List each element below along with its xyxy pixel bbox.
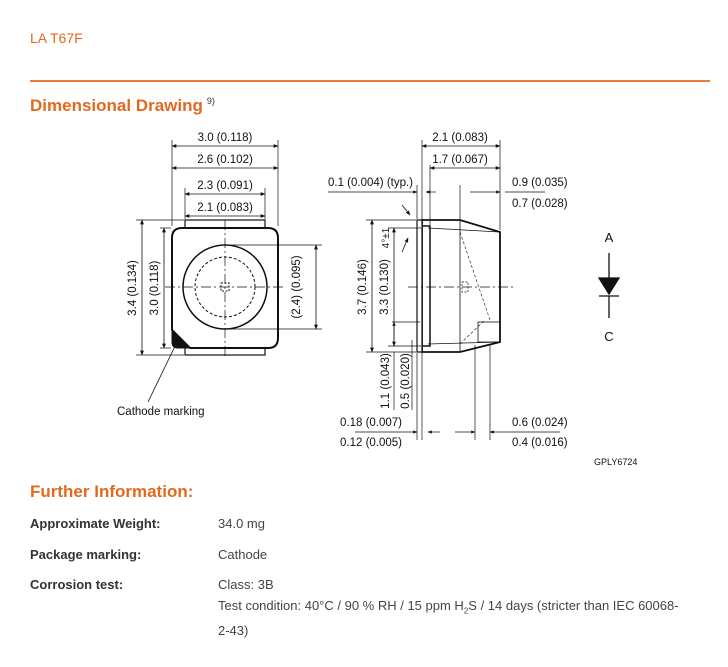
- dim-label: 2.1 (0.083): [197, 202, 253, 214]
- corrosion-class: Class: 3B: [218, 577, 274, 592]
- dim-label: 0.4 (0.016): [512, 437, 568, 449]
- dim-label: 2.1 (0.083): [432, 132, 488, 144]
- dim-label: 3.7 (0.146): [357, 259, 369, 315]
- dim-label: 0.6 (0.024): [512, 417, 568, 429]
- section-title-info: Further Information:: [30, 482, 194, 501]
- dim-label: 0.12 (0.005): [340, 437, 403, 449]
- dim-label: 2.6 (0.102): [197, 154, 253, 166]
- dim-label: 1.7 (0.067): [432, 154, 488, 166]
- dim-label: 2.3 (0.091): [197, 180, 253, 192]
- dim-label: 3.0 (0.118): [149, 260, 161, 316]
- dim-label: 3.4 (0.134): [127, 260, 139, 316]
- corrosion-condition: Test condition: 40°C / 90 % RH / 15 ppm $H_2S / 14$ days (stricter than IEC 60068-2-43): [218, 598, 679, 638]
- cathode-label: C: [604, 329, 614, 344]
- diode-symbol: [599, 253, 619, 318]
- section-title-drawing: Dimensional Drawing $^{9)}$: [30, 96, 215, 115]
- corrosion-label: Corrosion test:: [30, 577, 124, 592]
- dim-label: 3.3 (0.130): [379, 259, 391, 315]
- marking-label: Package marking:: [30, 547, 142, 562]
- dim-label: 0.5 (0.020): [400, 353, 412, 409]
- weight-label: Approximate Weight:: [30, 516, 161, 531]
- dim-label: 0.7 (0.028): [512, 198, 568, 210]
- weight-value: 34.0 mg: [218, 516, 265, 531]
- dim-label: 1.1 (0.043): [380, 353, 392, 409]
- dim-label: 0.9 (0.035): [512, 177, 568, 189]
- footnote-ref: 9): [206, 96, 215, 106]
- dim-label: 0.1 (0.004) (typ.): [328, 177, 414, 189]
- dim-label: 4°±1: [381, 227, 392, 249]
- dim-label: (2.4) (0.095): [291, 255, 303, 319]
- drawing-code: GPLY6724: [594, 457, 638, 467]
- dim-label: 0.18 (0.007): [340, 417, 403, 429]
- anode-label: A: [604, 230, 614, 245]
- side-body: [422, 220, 500, 352]
- dim-label: 3.0 (0.118): [197, 132, 253, 144]
- cathode-marking-label: Cathode marking: [117, 406, 205, 418]
- product-name: LA T67F: [30, 30, 83, 46]
- marking-value: Cathode: [218, 547, 268, 562]
